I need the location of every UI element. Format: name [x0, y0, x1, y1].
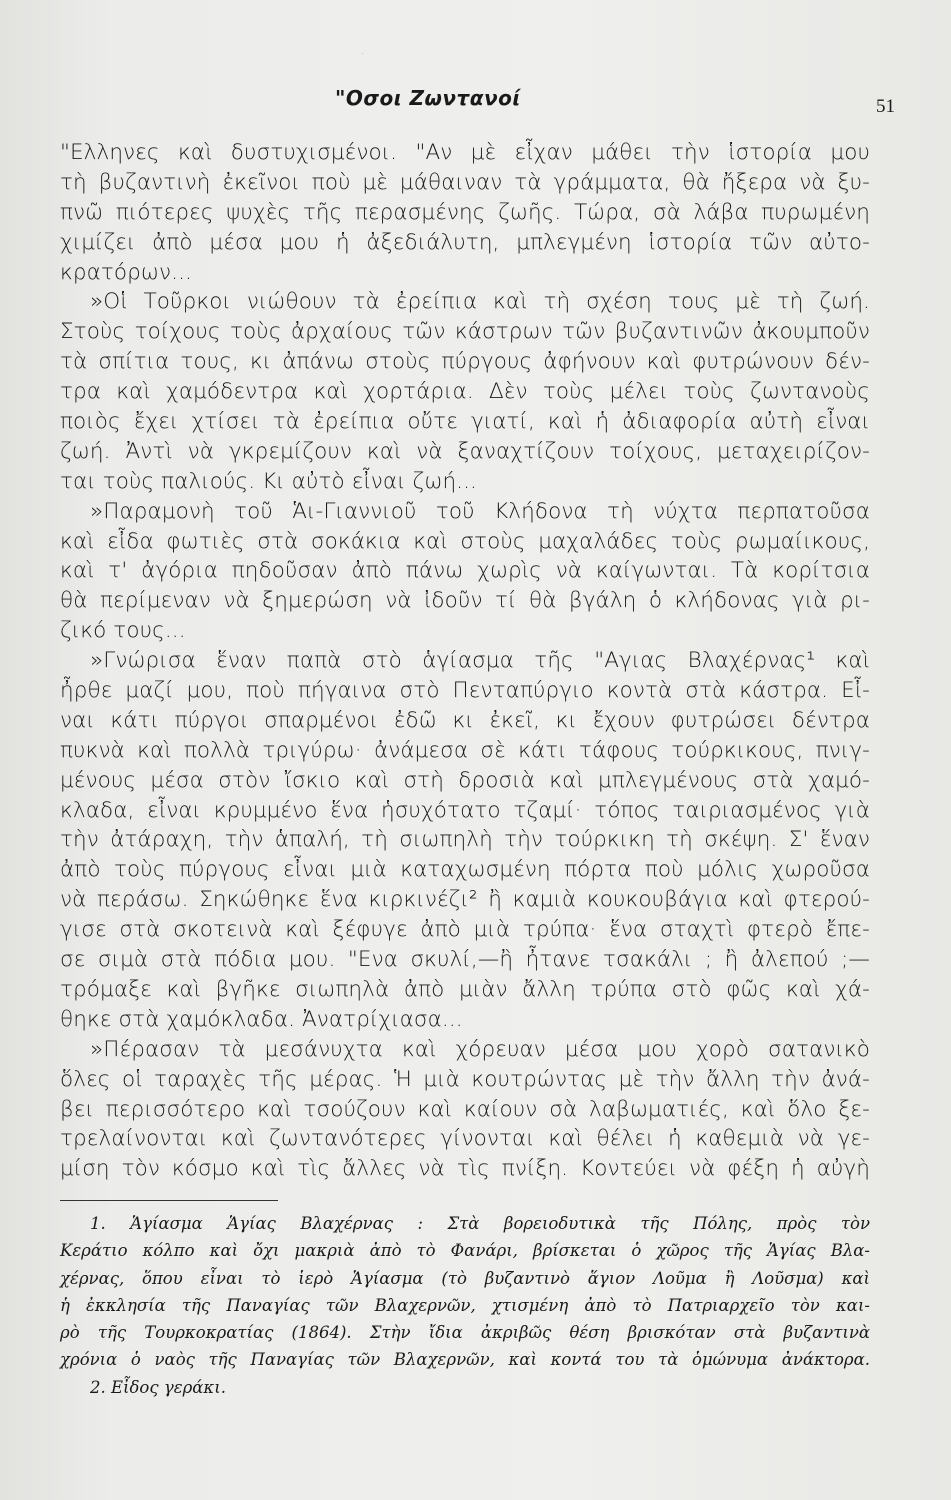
- body-text: [60, 138, 870, 1184]
- running-title: "Οσοι Ζωντανοί: [335, 86, 521, 110]
- body-line: Στοὺς τοίχους τοὺς ἀρχαίους τῶν κάστρων τῶν βυζαντινῶν ἀκουμποῦν: [60, 319, 870, 345]
- body-line: τὰ σπίτια τους, κι ἀπάνω στοὺς πύργους ἀφήνουν καὶ φυτρώνουν δέν-: [60, 349, 870, 375]
- body-line: θὰ περίμεναν νὰ ξημερώση νὰ ἰδοῦν τί θὰ βγάλη ὁ κλήδονας γιὰ ρι-: [60, 588, 870, 614]
- body-line: πνῶ πιότερες ψυχὲς τῆς περασμένης ζωῆς. Τώρα, σὰ λάβα πυρωμένη: [60, 199, 870, 225]
- body-line: ται τοὺς παλιούς. Κι αὐτὸ εἶναι ζωή...: [60, 468, 477, 494]
- body-line: γισε στὰ σκοτεινὰ καὶ ξέφυγε ἀπὸ μιὰ τρύπα· ἕνα σταχτὶ φτερὸ ἔπε-: [60, 917, 870, 943]
- body-line: χιμίζει ἀπὸ μέσα μου ἡ ἀξεδιάλυτη, μπλεγμένη ἱστορία τῶν αὐτο-: [60, 229, 870, 255]
- footnote-line: χρόνια ὁ ναὸς τῆς Παναγίας τῶν Βλαχερνῶν, καὶ κοντά του τὰ ὁμώνυμα ἀνάκτορα.: [60, 1350, 870, 1370]
- body-line: ἦρθε μαζί μου, ποὺ πήγαινα στὸ Πενταπύργιο κοντὰ στὰ κάστρα. Εἶ-: [60, 678, 870, 704]
- footnote-line: 2. Εἶδος γεράκι.: [90, 1377, 226, 1397]
- body-line: »Γνώρισα ἕναν παπὰ στὸ ἁγίασμα τῆς "Αγιας Βλαχέρνας¹ καὶ: [90, 648, 870, 674]
- footnote-line: Κεράτιο κόλπο καὶ ὄχι μακριὰ ἀπὸ τὸ Φανάρι, βρίσκεται ὁ χῶρος τῆς Ἁγίας Βλα-: [60, 1241, 870, 1261]
- footnote-line: 1. Ἁγίασμα Ἁγίας Βλαχέρνας : Στὰ βορειοδυτικὰ τῆς Πόλης, πρὸς τὸν: [90, 1214, 870, 1233]
- body-line: καὶ εἶδα φωτιὲς στὰ σοκάκια καὶ στοὺς μαχαλάδες τοὺς ρωμαίικους,: [60, 528, 870, 554]
- body-line: τρόμαξε καὶ βγῆκε σιωπηλὰ ἀπὸ μιὰν ἄλλη τρύπα στὸ φῶς καὶ χά-: [60, 976, 870, 1002]
- footnotes: [60, 1210, 870, 1401]
- body-line: νὰ περάσω. Σηκώθηκε ἕνα κιρκινέζι² ἢ καμιὰ κουκουβάγια καὶ φτερού-: [60, 887, 870, 913]
- page-number: 51: [876, 96, 895, 117]
- footnote-rule: [60, 1200, 278, 1201]
- footnote-line: ἡ ἐκκλησία τῆς Παναγίας τῶν Βλαχερνῶν, χτισμένη ἀπὸ τὸ Πατριαρχεῖο τὸν και-: [60, 1295, 870, 1315]
- body-line: ἀπὸ τοὺς πύργους εἶναι μιὰ καταχωσμένη πόρτα ποὺ μόλις χωροῦσα: [60, 857, 870, 883]
- body-line: ζικό τους...: [60, 618, 186, 644]
- body-line: »Πέρασαν τὰ μεσάνυχτα καὶ χόρευαν μέσα μου χορὸ σατανικὸ: [90, 1036, 870, 1062]
- body-line: τρελαίνονται καὶ ζωντανότερες γίνονται καὶ θέλει ἡ καθεμιὰ νὰ γε-: [60, 1126, 870, 1152]
- body-line: κλαδα, εἶναι κρυμμένο ἕνα ἡσυχότατο τζαμί· τόπος ταιριασμένος γιὰ: [60, 797, 870, 823]
- body-line: ὅλες οἱ ταραχὲς τῆς μέρας. Ἡ μιὰ κουτρώντας μὲ τὴν ἄλλη τὴν ἀνά-: [60, 1066, 870, 1092]
- body-line: ζωή. Ἀντὶ νὰ γκρεμίζουν καὶ νὰ ξαναχτίζουν τοίχους, μεταχειρίζον-: [60, 438, 870, 464]
- body-line: "Ελληνες καὶ δυστυχισμένοι. "Αν μὲ εἶχαν μάθει τὴν ἱστορία μου: [60, 140, 870, 165]
- body-line: βει περισσότερο καὶ τσούζουν καὶ καίουν σὰ λαβωματιές, καὶ ὅλο ξε-: [60, 1096, 870, 1122]
- body-line: »Παραμονὴ τοῦ Ἁι-Γιαννιοῦ τοῦ Κλήδονα τὴ νύχτα περπατοῦσα: [90, 498, 870, 524]
- body-line: τὴ βυζαντινὴ ἐκεῖνοι ποὺ μὲ μάθαιναν τὰ γράμματα, θὰ ἤξερα νὰ ξυ-: [60, 169, 870, 195]
- body-line: μένους μέσα στὸν ἴσκιο καὶ στὴ δροσιὰ καὶ μπλεγμένους στὰ χαμό-: [60, 767, 870, 793]
- body-line: τρα καὶ χαμόδεντρα καὶ χορτάρια. Δὲν τοὺς μέλει τοὺς ζωντανοὺς: [60, 379, 870, 405]
- body-line: καὶ τ' ἀγόρια πηδοῦσαν ἀπὸ πάνω χωρὶς νὰ καίγωνται. Τὰ κορίτσια: [60, 558, 870, 584]
- footnote-line: χέρνας, ὅπου εἶναι τὸ ἱερὸ Ἁγίασμα (τὸ βυζαντινὸ ἅγιον Λοῦμα ἢ Λοῦσμα) καὶ: [60, 1268, 870, 1288]
- body-line: σε σιμὰ στὰ πόδια μου. "Ενα σκυλί,—ἢ ἦτανε τσακάλι ; ἢ ἀλεπού ;—: [60, 947, 870, 973]
- body-line: ναι κάτι πύργοι σπαρμένοι ἐδῶ κι ἐκεῖ, κι ἔχουν φυτρώσει δέντρα: [60, 707, 870, 733]
- body-line: ποιὸς ἔχει χτίσει τὰ ἐρείπια οὔτε γιατί, καὶ ἡ ἀδιαφορία αὐτὴ εἶναι: [60, 409, 870, 435]
- body-line: πυκνὰ καὶ πολλὰ τριγύρω· ἀνάμεσα σὲ κάτι τάφους τούρκικους, πνιγ-: [60, 737, 870, 763]
- footnote-line: ρὸ τῆς Τουρκοκρατίας (1864). Στὴν ἴδια ἀκριβῶς θέση βρισκόταν στὰ βυζαντινὰ: [60, 1323, 870, 1343]
- body-line: μίση τὸν κόσμο καὶ τὶς ἄλλες νὰ τὶς πνίξη. Κοντεύει νὰ φέξη ἡ αὐγὴ: [60, 1156, 870, 1182]
- body-line: κρατόρων...: [60, 259, 192, 285]
- body-line: τὴν ἀτάραχη, τὴν ἁπαλή, τὴ σιωπηλὴ τὴν τούρκικη τὴ σκέψη. Σ' ἕναν: [60, 827, 870, 853]
- page-header: [335, 86, 895, 126]
- bleed-through-text: ·: [360, 44, 366, 63]
- body-line: »Οἱ Τοῦρκοι νιώθουν τὰ ἐρείπια καὶ τὴ σχέση τους μὲ τὴ ζωή.: [90, 289, 870, 315]
- body-line: θηκε στὰ χαμόκλαδα. Ἀνατρίχιασα...: [60, 1006, 463, 1032]
